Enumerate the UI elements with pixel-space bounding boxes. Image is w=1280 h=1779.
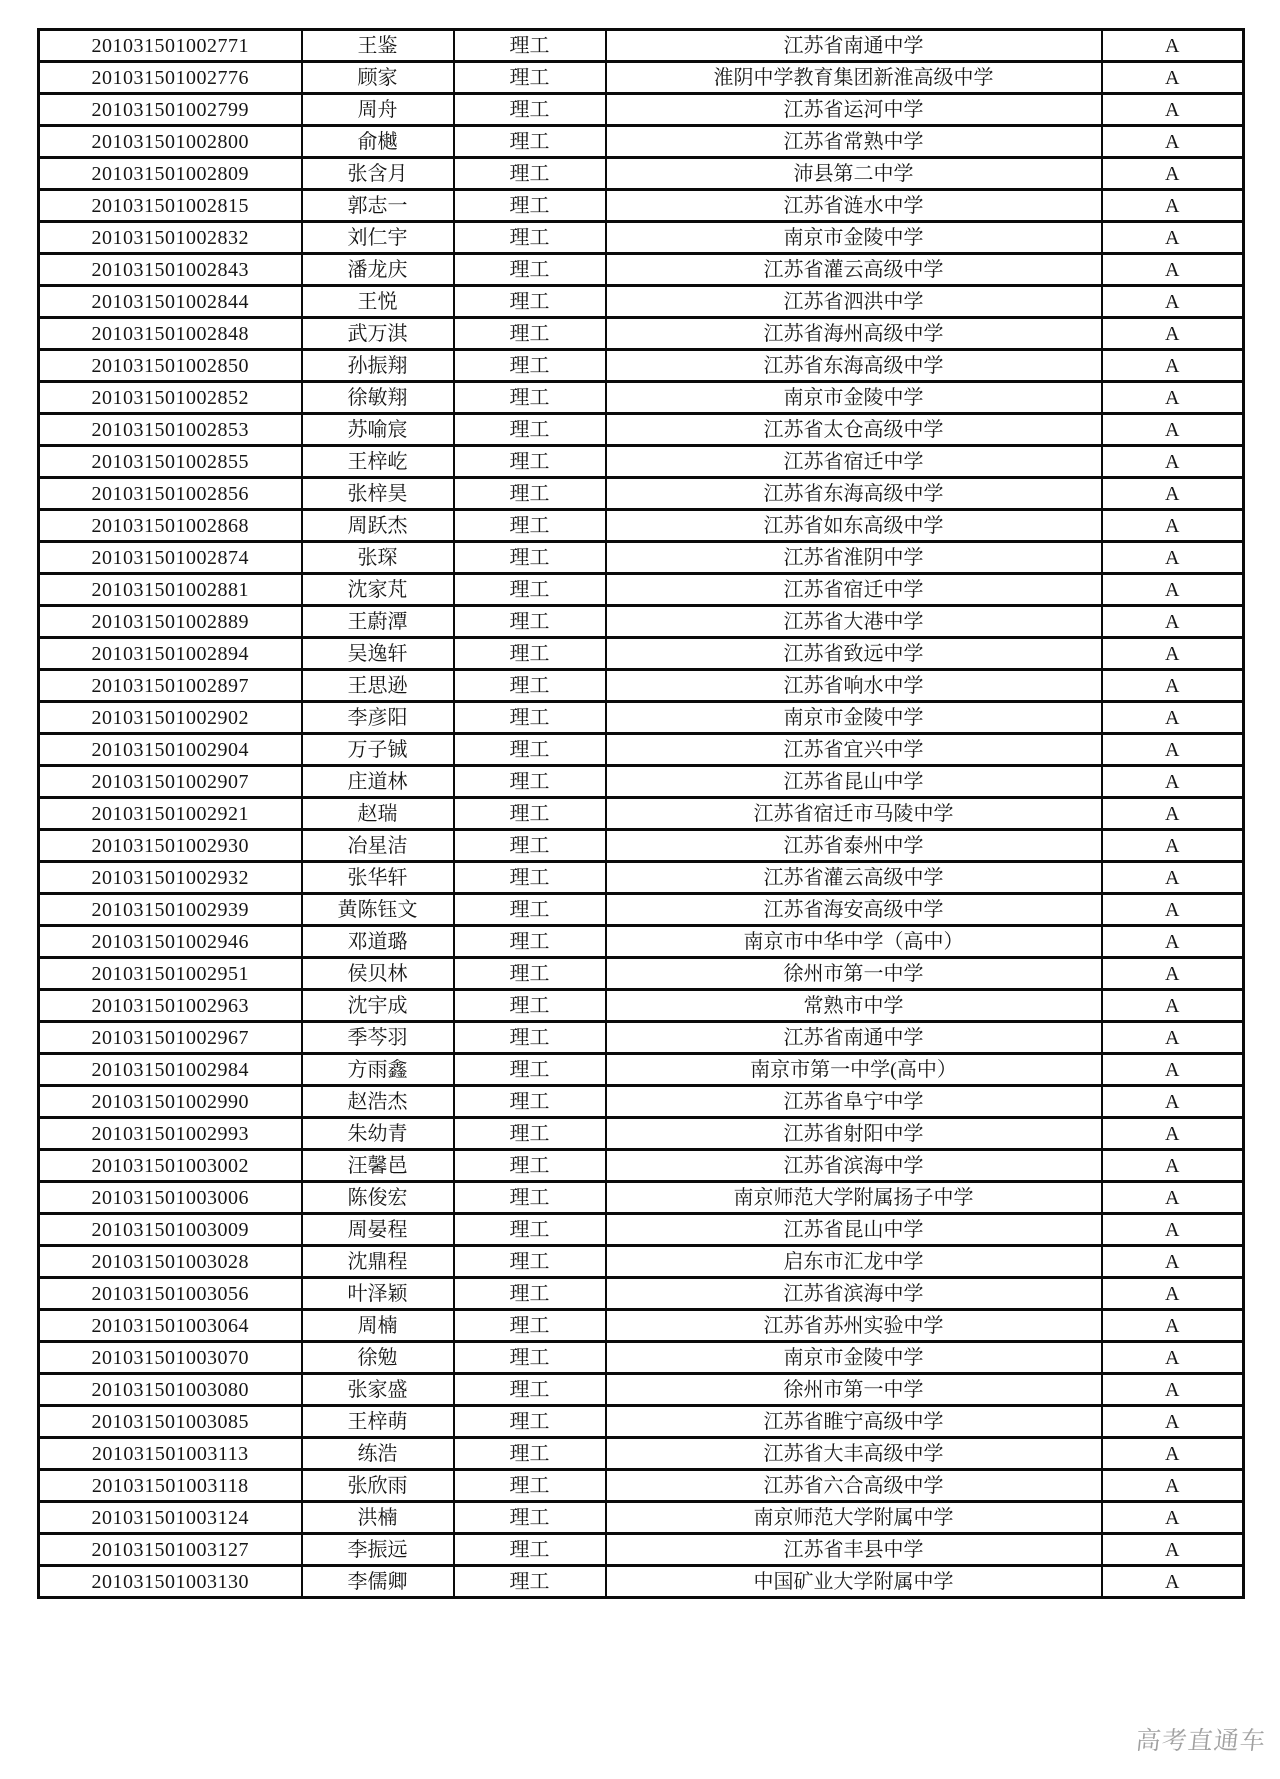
table-row [39, 862, 1244, 894]
grade-cell: A [1102, 1502, 1244, 1534]
table-row [39, 766, 1244, 798]
school-cell: 江苏省丰县中学 [606, 1534, 1102, 1566]
category-cell: 理工 [454, 638, 606, 670]
candidate-name-cell: 李彦阳 [302, 702, 454, 734]
candidate-id-cell: 201031501002850 [39, 350, 302, 382]
candidate-id-cell: 201031501003118 [39, 1470, 302, 1502]
school-cell: 南京市金陵中学 [606, 382, 1102, 414]
school-cell: 江苏省常熟中学 [606, 126, 1102, 158]
category-cell: 理工 [454, 30, 606, 62]
school-cell: 江苏省昆山中学 [606, 1214, 1102, 1246]
candidate-name-cell: 季芩羽 [302, 1022, 454, 1054]
table-row [39, 926, 1244, 958]
grade-cell: A [1102, 510, 1244, 542]
category-cell: 理工 [454, 1566, 606, 1598]
school-cell: 南京市金陵中学 [606, 702, 1102, 734]
school-cell: 南京市金陵中学 [606, 1342, 1102, 1374]
school-cell: 南京师范大学附属扬子中学 [606, 1182, 1102, 1214]
grade-cell: A [1102, 1246, 1244, 1278]
grade-cell: A [1102, 1150, 1244, 1182]
candidate-name-cell: 张梓昊 [302, 478, 454, 510]
grade-cell: A [1102, 1310, 1244, 1342]
candidate-id-cell: 201031501003130 [39, 1566, 302, 1598]
school-cell: 徐州市第一中学 [606, 1374, 1102, 1406]
candidate-name-cell: 冶星洁 [302, 830, 454, 862]
candidate-id-cell: 201031501002894 [39, 638, 302, 670]
grade-cell: A [1102, 798, 1244, 830]
category-cell: 理工 [454, 1310, 606, 1342]
school-cell: 江苏省运河中学 [606, 94, 1102, 126]
table-row [39, 1022, 1244, 1054]
candidate-id-cell: 201031501003006 [39, 1182, 302, 1214]
grade-cell: A [1102, 1438, 1244, 1470]
candidate-name-cell: 刘仁宇 [302, 222, 454, 254]
category-cell: 理工 [454, 446, 606, 478]
table-row [39, 1534, 1244, 1566]
candidate-id-cell: 201031501002852 [39, 382, 302, 414]
grade-cell: A [1102, 190, 1244, 222]
candidate-name-cell: 周楠 [302, 1310, 454, 1342]
candidate-name-cell: 徐勉 [302, 1342, 454, 1374]
table-row [39, 990, 1244, 1022]
table-row [39, 286, 1244, 318]
candidate-name-cell: 张家盛 [302, 1374, 454, 1406]
table-row [39, 510, 1244, 542]
grade-cell: A [1102, 350, 1244, 382]
table-row [39, 318, 1244, 350]
candidate-id-cell: 201031501003070 [39, 1342, 302, 1374]
candidate-id-cell: 201031501002874 [39, 542, 302, 574]
table-row [39, 542, 1244, 574]
category-cell: 理工 [454, 318, 606, 350]
candidate-name-cell: 汪馨邑 [302, 1150, 454, 1182]
grade-cell: A [1102, 702, 1244, 734]
category-cell: 理工 [454, 286, 606, 318]
table-row [39, 30, 1244, 62]
table-row [39, 126, 1244, 158]
school-cell: 江苏省南通中学 [606, 1022, 1102, 1054]
table-row [39, 254, 1244, 286]
school-cell: 江苏省滨海中学 [606, 1278, 1102, 1310]
school-cell: 江苏省太仓高级中学 [606, 414, 1102, 446]
school-cell: 江苏省泰州中学 [606, 830, 1102, 862]
candidate-id-cell: 201031501002889 [39, 606, 302, 638]
category-cell: 理工 [454, 542, 606, 574]
candidate-id-cell: 201031501002843 [39, 254, 302, 286]
category-cell: 理工 [454, 1502, 606, 1534]
grade-cell: A [1102, 574, 1244, 606]
category-cell: 理工 [454, 62, 606, 94]
candidate-id-cell: 201031501003113 [39, 1438, 302, 1470]
school-cell: 南京市中华中学（高中） [606, 926, 1102, 958]
grade-cell: A [1102, 478, 1244, 510]
candidate-id-cell: 201031501003028 [39, 1246, 302, 1278]
candidate-id-cell: 201031501003124 [39, 1502, 302, 1534]
candidate-id-cell: 201031501002932 [39, 862, 302, 894]
school-cell: 江苏省海州高级中学 [606, 318, 1102, 350]
grade-cell: A [1102, 734, 1244, 766]
grade-cell: A [1102, 894, 1244, 926]
candidate-id-cell: 201031501002832 [39, 222, 302, 254]
school-cell: 江苏省响水中学 [606, 670, 1102, 702]
candidate-id-cell: 201031501002881 [39, 574, 302, 606]
category-cell: 理工 [454, 1470, 606, 1502]
candidate-name-cell: 洪楠 [302, 1502, 454, 1534]
candidate-name-cell: 王悦 [302, 286, 454, 318]
table-row [39, 350, 1244, 382]
table-row [39, 382, 1244, 414]
grade-cell: A [1102, 1054, 1244, 1086]
table-row [39, 478, 1244, 510]
school-cell: 江苏省射阳中学 [606, 1118, 1102, 1150]
grade-cell: A [1102, 990, 1244, 1022]
grade-cell: A [1102, 862, 1244, 894]
watermark-logo: 高考直通车 [1134, 1728, 1268, 1755]
candidate-name-cell: 张华轩 [302, 862, 454, 894]
category-cell: 理工 [454, 670, 606, 702]
category-cell: 理工 [454, 606, 606, 638]
table-row [39, 1278, 1244, 1310]
candidate-name-cell: 邓道璐 [302, 926, 454, 958]
school-cell: 江苏省阜宁中学 [606, 1086, 1102, 1118]
candidate-id-cell: 201031501002902 [39, 702, 302, 734]
candidate-name-cell: 练浩 [302, 1438, 454, 1470]
category-cell: 理工 [454, 926, 606, 958]
table-row [39, 958, 1244, 990]
candidate-id-cell: 201031501003080 [39, 1374, 302, 1406]
candidate-name-cell: 苏喻宸 [302, 414, 454, 446]
grade-cell: A [1102, 1406, 1244, 1438]
candidate-name-cell: 沈鼎程 [302, 1246, 454, 1278]
table-row [39, 670, 1244, 702]
category-cell: 理工 [454, 94, 606, 126]
category-cell: 理工 [454, 350, 606, 382]
table-row [39, 94, 1244, 126]
category-cell: 理工 [454, 1086, 606, 1118]
table-row [39, 1342, 1244, 1374]
table-row [39, 734, 1244, 766]
candidate-id-cell: 201031501003127 [39, 1534, 302, 1566]
category-cell: 理工 [454, 1246, 606, 1278]
table-row [39, 1118, 1244, 1150]
grade-cell: A [1102, 1214, 1244, 1246]
candidate-name-cell: 张含月 [302, 158, 454, 190]
candidate-id-cell: 201031501003064 [39, 1310, 302, 1342]
category-cell: 理工 [454, 510, 606, 542]
category-cell: 理工 [454, 894, 606, 926]
category-cell: 理工 [454, 702, 606, 734]
school-cell: 江苏省大港中学 [606, 606, 1102, 638]
candidate-id-cell: 201031501002984 [39, 1054, 302, 1086]
grade-cell: A [1102, 830, 1244, 862]
category-cell: 理工 [454, 1534, 606, 1566]
candidate-id-cell: 201031501002946 [39, 926, 302, 958]
school-cell: 江苏省大丰高级中学 [606, 1438, 1102, 1470]
school-cell: 江苏省致远中学 [606, 638, 1102, 670]
table-row [39, 894, 1244, 926]
category-cell: 理工 [454, 126, 606, 158]
table-row [39, 574, 1244, 606]
candidate-name-cell: 李儒卿 [302, 1566, 454, 1598]
category-cell: 理工 [454, 414, 606, 446]
category-cell: 理工 [454, 990, 606, 1022]
grade-cell: A [1102, 158, 1244, 190]
candidate-id-cell: 201031501002993 [39, 1118, 302, 1150]
category-cell: 理工 [454, 830, 606, 862]
grade-cell: A [1102, 94, 1244, 126]
candidate-name-cell: 吴逸轩 [302, 638, 454, 670]
category-cell: 理工 [454, 190, 606, 222]
table-row [39, 1566, 1244, 1598]
grade-cell: A [1102, 1118, 1244, 1150]
category-cell: 理工 [454, 1374, 606, 1406]
candidate-name-cell: 李振远 [302, 1534, 454, 1566]
school-cell: 江苏省宜兴中学 [606, 734, 1102, 766]
candidate-name-cell: 潘龙庆 [302, 254, 454, 286]
school-cell: 南京师范大学附属中学 [606, 1502, 1102, 1534]
candidate-name-cell: 周晏程 [302, 1214, 454, 1246]
candidate-name-cell: 张琛 [302, 542, 454, 574]
candidate-name-cell: 郭志一 [302, 190, 454, 222]
candidate-name-cell: 武万淇 [302, 318, 454, 350]
candidate-id-cell: 201031501002855 [39, 446, 302, 478]
candidate-id-cell: 201031501002771 [39, 30, 302, 62]
candidate-name-cell: 陈俊宏 [302, 1182, 454, 1214]
grade-cell: A [1102, 542, 1244, 574]
grade-cell: A [1102, 606, 1244, 638]
table-row [39, 1438, 1244, 1470]
school-cell: 江苏省南通中学 [606, 30, 1102, 62]
candidate-name-cell: 徐敏翔 [302, 382, 454, 414]
grade-cell: A [1102, 1470, 1244, 1502]
school-cell: 江苏省涟水中学 [606, 190, 1102, 222]
category-cell: 理工 [454, 1054, 606, 1086]
candidate-name-cell: 庄道林 [302, 766, 454, 798]
school-cell: 江苏省滨海中学 [606, 1150, 1102, 1182]
candidate-name-cell: 周跃杰 [302, 510, 454, 542]
grade-cell: A [1102, 382, 1244, 414]
candidate-results-table [37, 28, 1245, 1599]
table-row [39, 222, 1244, 254]
candidate-id-cell: 201031501002815 [39, 190, 302, 222]
candidate-id-cell: 201031501002897 [39, 670, 302, 702]
category-cell: 理工 [454, 574, 606, 606]
grade-cell: A [1102, 286, 1244, 318]
table-row [39, 1246, 1244, 1278]
candidate-name-cell: 沈家芃 [302, 574, 454, 606]
grade-cell: A [1102, 222, 1244, 254]
table-row [39, 1054, 1244, 1086]
table-row [39, 1374, 1244, 1406]
candidate-name-cell: 俞樾 [302, 126, 454, 158]
table-row [39, 414, 1244, 446]
candidate-name-cell: 王梓萌 [302, 1406, 454, 1438]
candidate-name-cell: 孙振翔 [302, 350, 454, 382]
candidate-id-cell: 201031501002951 [39, 958, 302, 990]
school-cell: 南京市金陵中学 [606, 222, 1102, 254]
category-cell: 理工 [454, 1406, 606, 1438]
category-cell: 理工 [454, 382, 606, 414]
results-table-body [39, 30, 1244, 1598]
school-cell: 江苏省宿迁中学 [606, 446, 1102, 478]
candidate-id-cell: 201031501002868 [39, 510, 302, 542]
category-cell: 理工 [454, 958, 606, 990]
grade-cell: A [1102, 638, 1244, 670]
grade-cell: A [1102, 1022, 1244, 1054]
grade-cell: A [1102, 670, 1244, 702]
table-row [39, 1214, 1244, 1246]
candidate-name-cell: 王梓屹 [302, 446, 454, 478]
category-cell: 理工 [454, 254, 606, 286]
school-cell: 江苏省泗洪中学 [606, 286, 1102, 318]
table-row [39, 1502, 1244, 1534]
grade-cell: A [1102, 1182, 1244, 1214]
table-row [39, 1182, 1244, 1214]
candidate-id-cell: 201031501002776 [39, 62, 302, 94]
grade-cell: A [1102, 318, 1244, 350]
school-cell: 江苏省昆山中学 [606, 766, 1102, 798]
candidate-name-cell: 方雨鑫 [302, 1054, 454, 1086]
candidate-id-cell: 201031501002921 [39, 798, 302, 830]
candidate-id-cell: 201031501002907 [39, 766, 302, 798]
candidate-name-cell: 朱幼青 [302, 1118, 454, 1150]
school-cell: 江苏省苏州实验中学 [606, 1310, 1102, 1342]
school-cell: 启东市汇龙中学 [606, 1246, 1102, 1278]
category-cell: 理工 [454, 1438, 606, 1470]
grade-cell: A [1102, 254, 1244, 286]
school-cell: 常熟市中学 [606, 990, 1102, 1022]
candidate-id-cell: 201031501002853 [39, 414, 302, 446]
category-cell: 理工 [454, 1118, 606, 1150]
candidate-id-cell: 201031501002939 [39, 894, 302, 926]
candidate-id-cell: 201031501002856 [39, 478, 302, 510]
school-cell: 江苏省东海高级中学 [606, 478, 1102, 510]
table-row [39, 798, 1244, 830]
table-row [39, 446, 1244, 478]
candidate-id-cell: 201031501003085 [39, 1406, 302, 1438]
candidate-name-cell: 张欣雨 [302, 1470, 454, 1502]
grade-cell: A [1102, 62, 1244, 94]
school-cell: 江苏省灌云高级中学 [606, 862, 1102, 894]
candidate-name-cell: 叶泽颖 [302, 1278, 454, 1310]
table-row [39, 190, 1244, 222]
candidate-name-cell: 赵瑞 [302, 798, 454, 830]
category-cell: 理工 [454, 862, 606, 894]
candidate-id-cell: 201031501002844 [39, 286, 302, 318]
candidate-name-cell: 王蔚潭 [302, 606, 454, 638]
candidate-id-cell: 201031501002967 [39, 1022, 302, 1054]
school-cell: 江苏省东海高级中学 [606, 350, 1102, 382]
school-cell: 江苏省宿迁中学 [606, 574, 1102, 606]
grade-cell: A [1102, 766, 1244, 798]
candidate-id-cell: 201031501002963 [39, 990, 302, 1022]
candidate-id-cell: 201031501002904 [39, 734, 302, 766]
candidate-name-cell: 王鉴 [302, 30, 454, 62]
table-row [39, 638, 1244, 670]
candidate-name-cell: 万子铖 [302, 734, 454, 766]
grade-cell: A [1102, 126, 1244, 158]
grade-cell: A [1102, 1342, 1244, 1374]
table-row [39, 606, 1244, 638]
category-cell: 理工 [454, 1150, 606, 1182]
school-cell: 江苏省海安高级中学 [606, 894, 1102, 926]
candidate-id-cell: 201031501003009 [39, 1214, 302, 1246]
category-cell: 理工 [454, 158, 606, 190]
table-row [39, 1150, 1244, 1182]
school-cell: 江苏省宿迁市马陵中学 [606, 798, 1102, 830]
category-cell: 理工 [454, 222, 606, 254]
candidate-id-cell: 201031501003002 [39, 1150, 302, 1182]
table-row [39, 702, 1244, 734]
candidate-name-cell: 王思逊 [302, 670, 454, 702]
table-row [39, 830, 1244, 862]
candidate-name-cell: 顾家 [302, 62, 454, 94]
table-row [39, 158, 1244, 190]
grade-cell: A [1102, 1374, 1244, 1406]
candidate-name-cell: 侯贝林 [302, 958, 454, 990]
table-row [39, 1310, 1244, 1342]
grade-cell: A [1102, 446, 1244, 478]
candidate-id-cell: 201031501002799 [39, 94, 302, 126]
candidate-id-cell: 201031501002809 [39, 158, 302, 190]
candidate-name-cell: 黄陈钰文 [302, 894, 454, 926]
grade-cell: A [1102, 1534, 1244, 1566]
candidate-id-cell: 201031501002990 [39, 1086, 302, 1118]
school-cell: 南京市第一中学(高中） [606, 1054, 1102, 1086]
category-cell: 理工 [454, 798, 606, 830]
category-cell: 理工 [454, 1278, 606, 1310]
school-cell: 江苏省六合高级中学 [606, 1470, 1102, 1502]
school-cell: 沛县第二中学 [606, 158, 1102, 190]
school-cell: 江苏省灌云高级中学 [606, 254, 1102, 286]
candidate-id-cell: 201031501002930 [39, 830, 302, 862]
school-cell: 江苏省淮阴中学 [606, 542, 1102, 574]
table-row [39, 1406, 1244, 1438]
grade-cell: A [1102, 1086, 1244, 1118]
category-cell: 理工 [454, 766, 606, 798]
candidate-id-cell: 201031501003056 [39, 1278, 302, 1310]
table-row [39, 62, 1244, 94]
grade-cell: A [1102, 958, 1244, 990]
category-cell: 理工 [454, 1342, 606, 1374]
category-cell: 理工 [454, 1182, 606, 1214]
category-cell: 理工 [454, 478, 606, 510]
table-row [39, 1086, 1244, 1118]
candidate-name-cell: 周舟 [302, 94, 454, 126]
school-cell: 江苏省如东高级中学 [606, 510, 1102, 542]
grade-cell: A [1102, 1278, 1244, 1310]
grade-cell: A [1102, 926, 1244, 958]
candidate-name-cell: 沈宇成 [302, 990, 454, 1022]
grade-cell: A [1102, 30, 1244, 62]
school-cell: 中国矿业大学附属中学 [606, 1566, 1102, 1598]
category-cell: 理工 [454, 1022, 606, 1054]
school-cell: 徐州市第一中学 [606, 958, 1102, 990]
grade-cell: A [1102, 414, 1244, 446]
school-cell: 淮阴中学教育集团新淮高级中学 [606, 62, 1102, 94]
school-cell: 江苏省睢宁高级中学 [606, 1406, 1102, 1438]
category-cell: 理工 [454, 734, 606, 766]
candidate-id-cell: 201031501002800 [39, 126, 302, 158]
category-cell: 理工 [454, 1214, 606, 1246]
candidate-name-cell: 赵浩杰 [302, 1086, 454, 1118]
grade-cell: A [1102, 1566, 1244, 1598]
table-row [39, 1470, 1244, 1502]
candidate-id-cell: 201031501002848 [39, 318, 302, 350]
